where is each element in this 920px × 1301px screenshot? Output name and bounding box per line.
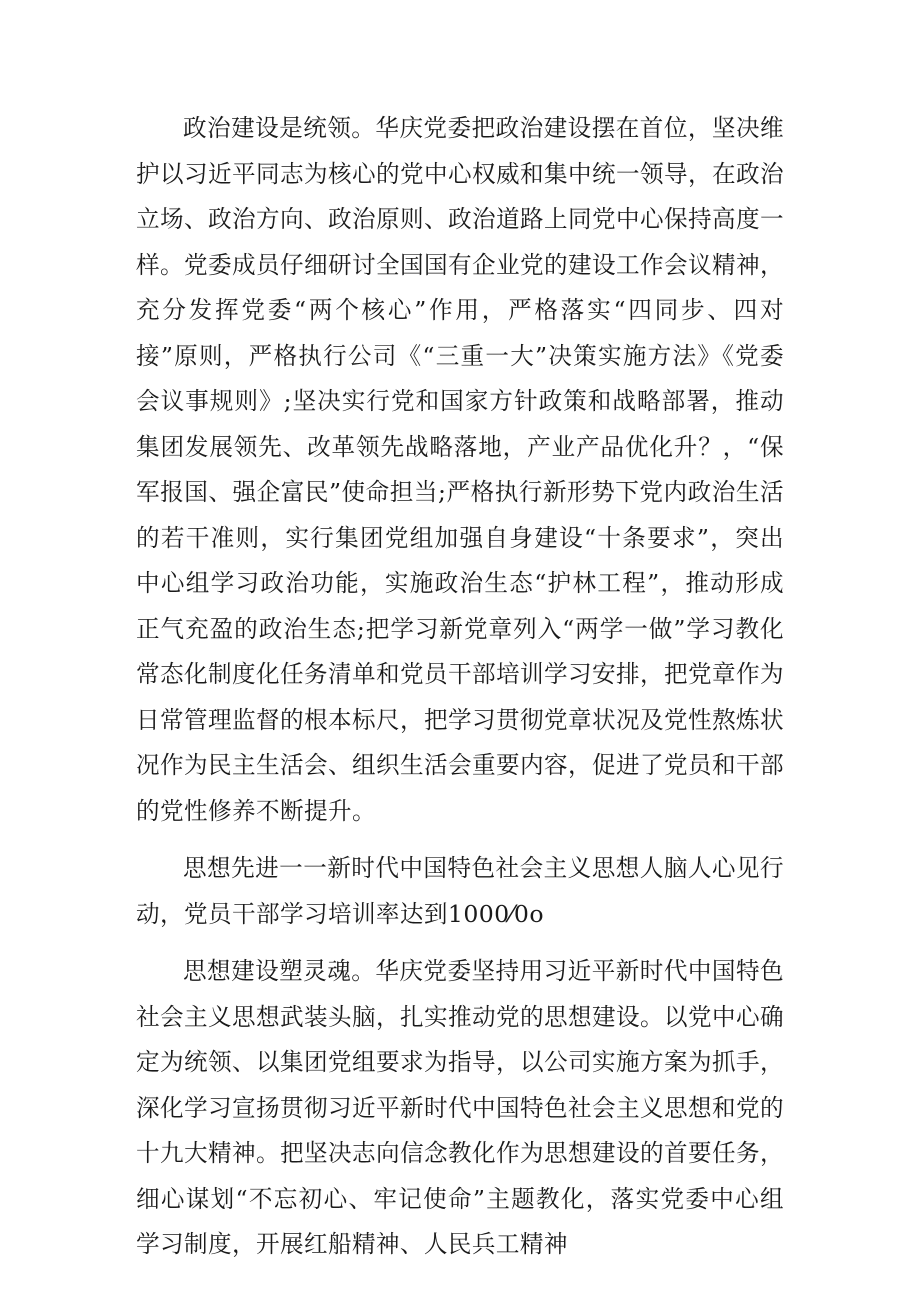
document-body <box>136 106 784 1268</box>
paragraph-ideological-construction: 思想建设塑灵魂。华庆党委坚持用习近平新时代中国特色社会主义思想武装头脑，扎实推动党的思想建设。以党中心确定为统领、以集团党组要求为指导，以公司实施方案为抓手，深化学习宣扬贯彻习近平新时代中国特色社会主义思想和党的十九大精神。把坚决志向信念教化作为思想建设的首要任务，细心谋划“不忘初心、牢记使命”主题教化，落实党委中心组学习制度，开展红船精神、人民兵工精神 <box>136 957 784 1258</box>
paragraph-political-construction: 政治建设是统领。华庆党委把政治建设摆在首位，坚决维护以习近平同志为核心的党中心权威和集中统一领导，在政治立场、政治方向、政治原则、政治道路上同党中心保持高度一样。党委成员仔细研讨全国国有企业党的建设工作会议精神，充分发挥党委“两个核心”作用，严格落实“四同步、四对接”原则，严格执行公司《“三重一大”决策实施方法》《党委会议事规则》;坚决实行党和国家方针政策和战略部署，推动集团发展领先、改革领先战略落地，产业产品优化升？，“保军报国、强企富民”使命担当;严格执行新形势下党内政治生活的若干准则，实行集团党组加强自身建设“十条要求”，突出中心组学习政治功能，实施政治生态“护林工程”，推动形成正气充盈的政治生态;把学习新党章列入“两学一做”学习教化常态化制度化任务清单和党员干部培训学习安排，把党章作为日常管理监督的根本标尺，把学习贯彻党章状况及党性熬炼状况作为民主生活会、组织生活会重要内容，促进了党员和干部的党性修养不断提升。 <box>136 114 784 825</box>
paragraph-thought-advanced: 思想先进一一新时代中国特色社会主义思想人脑人心见行动，党员干部学习培训率达到1000⁄0o <box>136 854 784 928</box>
